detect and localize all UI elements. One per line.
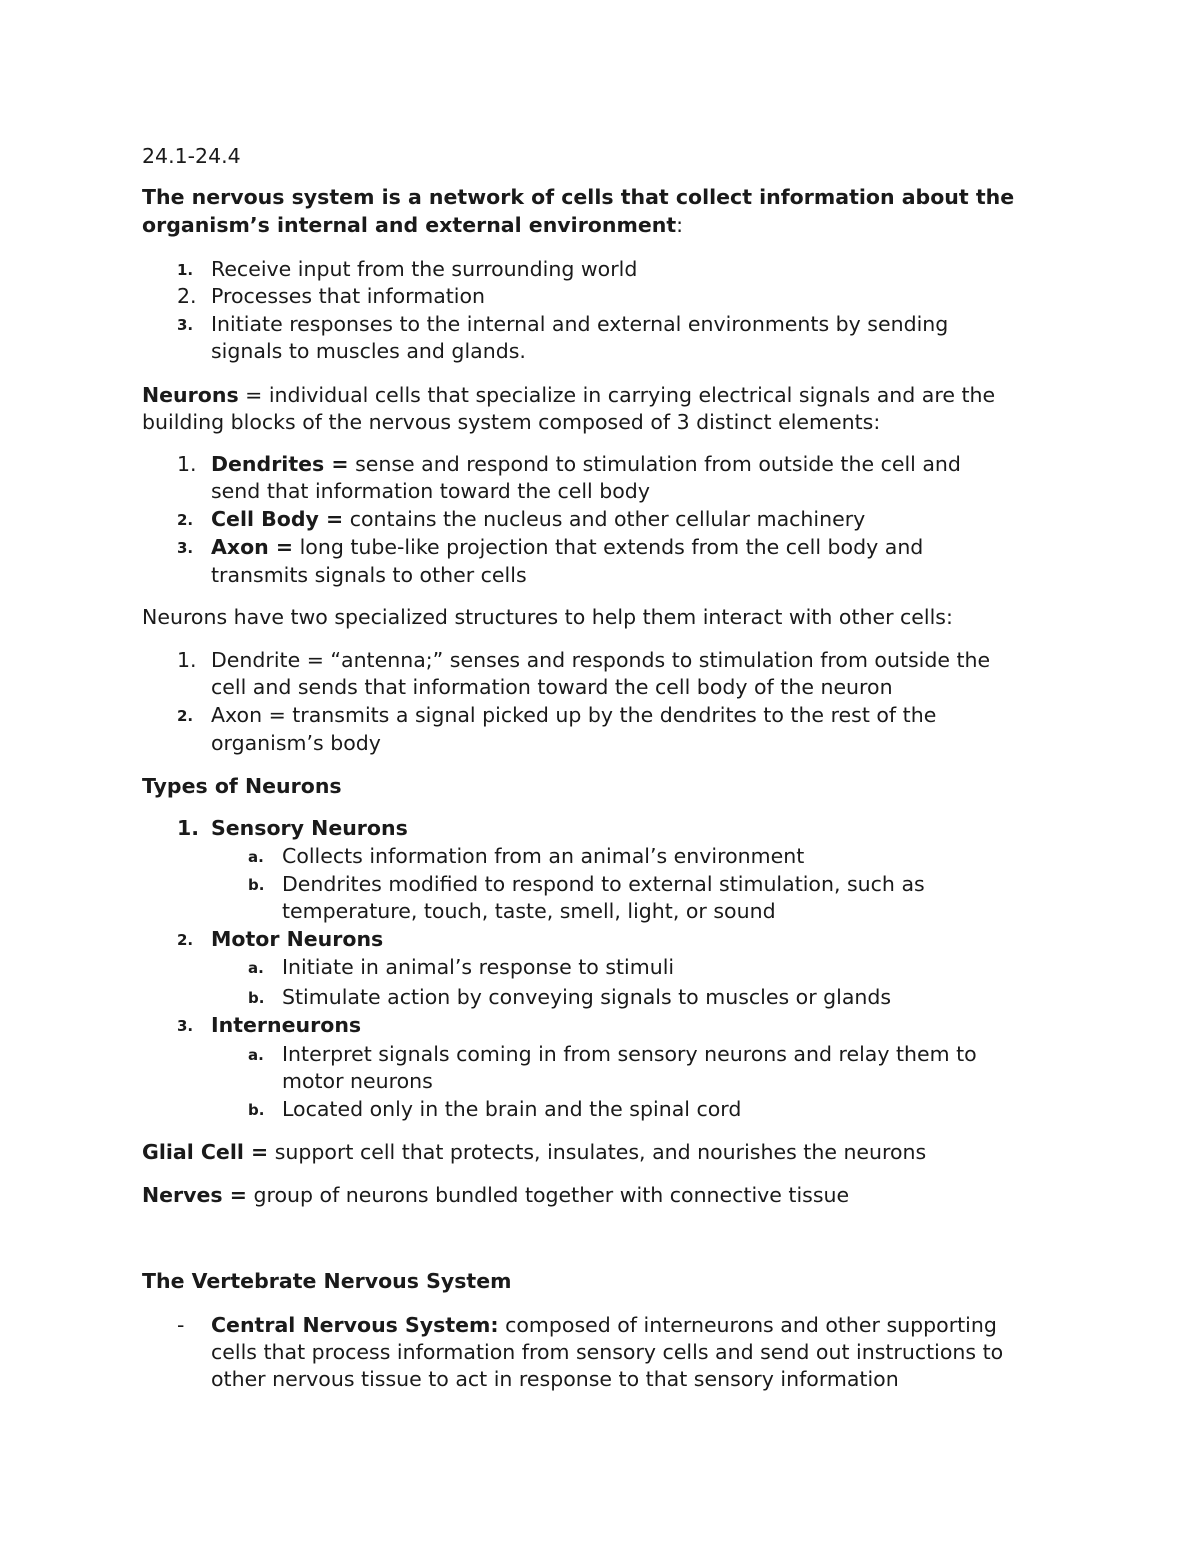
list-marker: 2. (177, 707, 194, 725)
list-marker: 1. (177, 648, 197, 672)
cell-body-def: contains the nucleus and other cellular machinery (343, 507, 866, 531)
list-marker: 1. (177, 452, 197, 476)
sub-list-marker: a. (248, 1046, 264, 1064)
intro-colon: : (676, 213, 684, 237)
glial-cell-def: support cell that protects, insulates, and nourishes the neurons (268, 1140, 927, 1164)
list-marker: 3. (177, 1017, 194, 1035)
list-item-continued: cell and sends that information toward the cell body of the neuron (211, 675, 893, 699)
sub-list-item: Dendrites modified to respond to external stimulation, such as (282, 872, 925, 896)
glial-cell-definition (142, 1142, 926, 1163)
motor-neurons-heading: Motor Neurons (211, 927, 384, 951)
list-item-continued: organism’s body (211, 731, 381, 755)
sub-list-item-continued: temperature, touch, taste, smell, light, or sound (282, 899, 776, 923)
sub-list-item: Collects information from an animal’s environment (282, 844, 805, 868)
list-item (211, 454, 961, 475)
neurons-def: = individual cells that specialize in carrying electrical signals and are the (238, 383, 996, 407)
sensory-neurons-heading: Sensory Neurons (211, 816, 408, 840)
bullet-item (211, 1315, 997, 1336)
neurons-definition-line-2: building blocks of the nervous system composed of 3 distinct elements: (142, 410, 881, 434)
intro-bold-line-2 (142, 215, 683, 236)
list-marker: 1. (177, 816, 200, 840)
bullet-item-continued: cells that process information from sensory cells and send out instructions to (211, 1340, 1004, 1364)
section-heading: 24.1-24.4 (142, 144, 241, 168)
types-title: Types of Neurons (142, 774, 342, 798)
neurons-definition-line-1 (142, 385, 995, 406)
sub-list-marker: a. (248, 848, 264, 866)
intro-bold-text: organism’s internal and external environment (142, 213, 677, 237)
list-item: Initiate responses to the internal and external environments by sending (211, 312, 949, 336)
list-item: Dendrite = “antenna;” senses and responds to stimulation from outside the (211, 648, 991, 672)
dendrites-def: sense and respond to stimulation from outside the cell and (348, 452, 961, 476)
sub-list-marker: a. (248, 959, 264, 977)
axon-def: long tube-like projection that extends from the cell body and (293, 535, 924, 559)
nerves-term: Nerves = (142, 1183, 247, 1207)
list-item: Processes that information (211, 284, 486, 308)
list-marker: 2. (177, 284, 197, 308)
cell-body-term: Cell Body = (211, 507, 344, 531)
vertebrate-title: The Vertebrate Nervous System (142, 1269, 512, 1293)
sub-list-item: Located only in the brain and the spinal cord (282, 1097, 742, 1121)
list-marker: 3. (177, 539, 194, 557)
nerves-def: group of neurons bundled together with connective tissue (246, 1183, 850, 1207)
list-item-continued: transmits signals to other cells (211, 563, 527, 587)
sub-list-marker: b. (248, 1101, 265, 1119)
bullet-item-continued: other nervous tissue to act in response to that sensory information (211, 1367, 899, 1391)
intro-bold-line-1: The nervous system is a network of cells that collect information about the (142, 185, 1015, 209)
list-item (211, 537, 923, 558)
glial-cell-term: Glial Cell = (142, 1140, 269, 1164)
list-item-continued: signals to muscles and glands. (211, 339, 526, 363)
list-marker: 2. (177, 931, 194, 949)
list-item-continued: send that information toward the cell body (211, 479, 650, 503)
sub-list-item: Stimulate action by conveying signals to muscles or glands (282, 985, 892, 1009)
bullet-marker: - (177, 1313, 185, 1337)
nerves-definition (142, 1185, 849, 1206)
list-marker: 2. (177, 511, 194, 529)
structures-intro: Neurons have two specialized structures to help them interact with other cells: (142, 605, 953, 629)
sub-list-item: Initiate in animal’s response to stimuli (282, 955, 675, 979)
neurons-term: Neurons (142, 383, 239, 407)
cns-def: composed of interneurons and other supporting (498, 1313, 997, 1337)
sub-list-marker: b. (248, 989, 265, 1007)
list-marker: 3. (177, 316, 194, 334)
sub-list-marker: b. (248, 876, 265, 894)
list-item: Axon = transmits a signal picked up by the dendrites to the rest of the (211, 703, 937, 727)
sub-list-item-continued: motor neurons (282, 1069, 433, 1093)
dendrites-term: Dendrites = (211, 452, 349, 476)
list-item (211, 509, 865, 530)
list-item: Receive input from the surrounding world (211, 257, 638, 281)
cns-term: Central Nervous System: (211, 1313, 499, 1337)
axon-term: Axon = (211, 535, 294, 559)
sub-list-item: Interpret signals coming in from sensory neurons and relay them to (282, 1042, 977, 1066)
list-marker: 1. (177, 261, 194, 279)
interneurons-heading: Interneurons (211, 1013, 362, 1037)
